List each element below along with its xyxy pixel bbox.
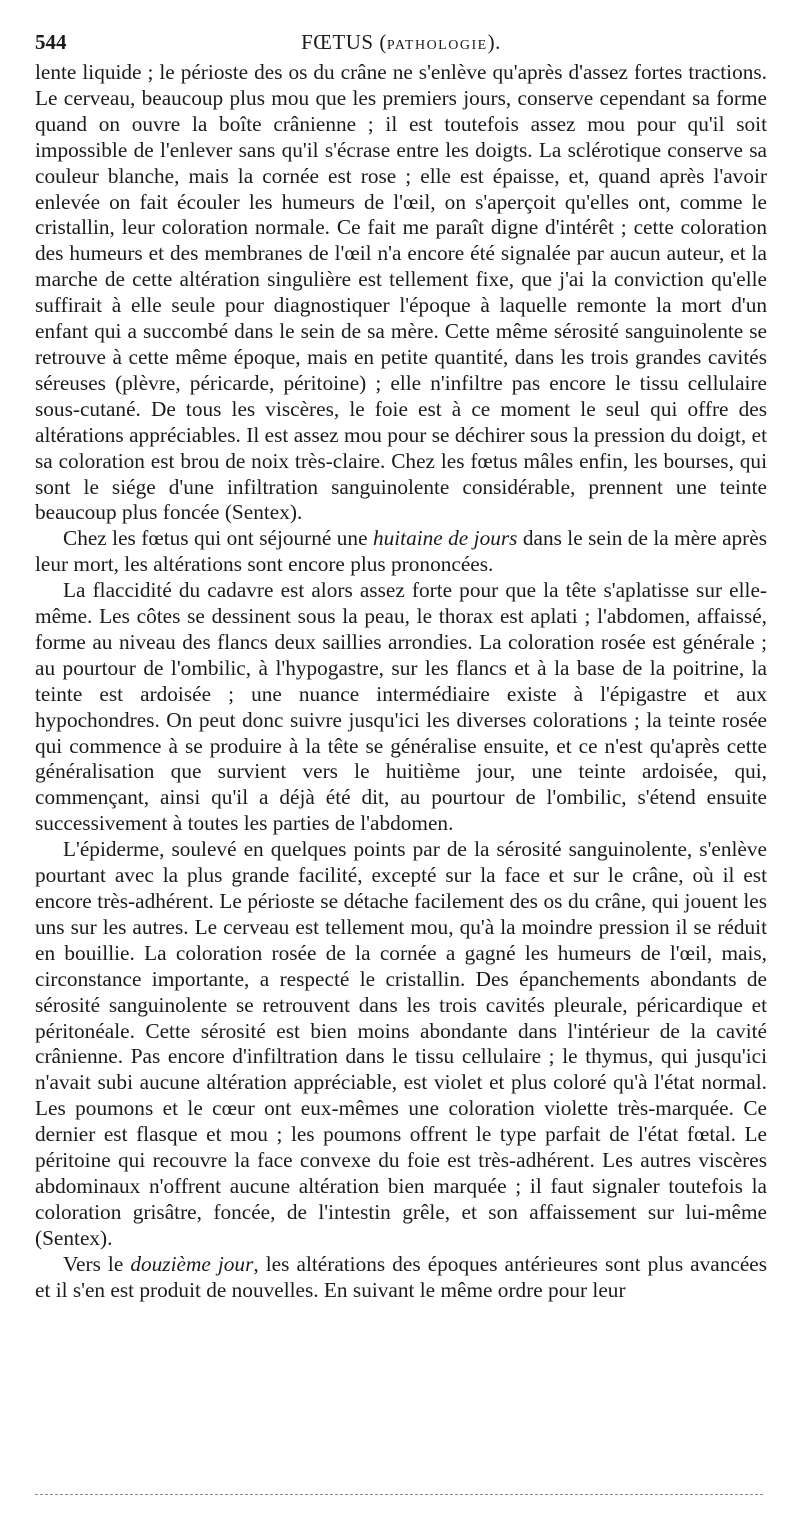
body-text <box>35 60 767 1304</box>
paragraph-flaccidite: La flaccidité du cadavre est alors assez forte pour que la tête s'aplatisse sur elle-même. Les côtes se dessinent sous la peau, le thorax est aplati ; l'abdomen, affaissé, forme au niveau des flancs deux saillies arrondies. La coloration rosée est générale ; au pourtour de l'ombilic, à l'hypogastre, sur les flancs et à la base de la poitrine, la teinte est ardoisée ; une nuance intermédiaire existe à l'épigastre et aux hypochondres. On peut donc suivre jusqu'ici les diverses colorations ; la teinte rosée qui commence à se produire à la tête se généralise ensuite, et ce n'est qu'après cette généralisation que survient vers le huitième jour, une teinte ardoisée, qui, commençant, ainsi qu'il a déjà été dit, au pourtour de l'ombilic, s'étend ensuite successivement à toutes les parties de l'abdomen. <box>35 578 767 836</box>
title-sub: PATHOLOGIE <box>386 38 488 53</box>
title-main: FŒTUS <box>301 30 374 54</box>
paragraph-epiderme: L'épiderme, soulevé en quelques points par de la sérosité sanguinolente, s'enlève pourtant avec la plus grande facilité, excepté sur la face et sur le crâne, où il est encore très-adhérent. Le périoste se détache facilement des os du crâne, qui jouent les uns sur les autres. Le cerveau est tellement mou, qu'à la moindre pression il se réduit en bouillie. La coloration rosée de la cornée a gagné les humeurs de l'œil, mais, circonstance importante, a respecté le cristallin. Des épanchements abondants de sérosité sanguinolente se retrouvent dans les trois cavités pleurale, péricardique et péritonéale. Cette sérosité est bien moins abondante dans l'intérieur de la cavité crânienne. Pas encore d'infiltration dans le tissu cellulaire ; le thymus, qui jusqu'ici n'avait subi aucune altération appréciable, est violet et plus coloré qu'à l'état normal. Les poumons et le cœur ont eux-mêmes une coloration violette très-marquée. Ce dernier est flasque et mou ; les poumons offrent le type parfait de l'état fœtal. Le péritoine qui recouvre la face convexe du foie est très-adhérent. Les autres viscères abdominaux n'offrent aucune altération bien marquée ; il faut signaler toutefois la coloration grisâtre, foncée, de l'intestin grêle, et son affaissement sur lui-même (Sentex). <box>35 837 767 1250</box>
emphasis-text: huitaine de jours <box>372 526 518 551</box>
paragraph-douzieme-jour <box>35 1252 767 1304</box>
paragraph-text: , les altérations des époques antérieures sont plus avancées et il s'en est produit de nouvelles. En suivant le même ordre pour leur <box>35 1251 768 1302</box>
paragraph-text: Vers le <box>63 1251 131 1276</box>
book-page <box>35 30 767 1304</box>
title-paren-open: ( <box>373 30 387 54</box>
footer-rule <box>35 1494 763 1495</box>
paragraph-continued: lente liquide ; le périoste des os du crâne ne s'enlève qu'après d'assez fortes tractions. Le cerveau, beaucoup plus mou que les premiers jours, conserve cependant sa forme quand on ouvre la boîte crânienne ; il est toutefois assez mou pour qu'il soit impossible de l'enlever sans qu'il s'écrase entre les doigts. La sclérotique conserve sa couleur blanche, mais la cornée est rose ; elle est épaisse, et, quand après l'avoir enlevée on fait écouler les humeurs de l'œil, on s'aperçoit qu'elles ont, comme le cristallin, leur coloration normale. Ce fait me paraît digne d'intérêt ; cette coloration des humeurs et des membranes de l'œil n'a encore été signalée par aucun auteur, et la marche de cette altération singulière est tellement fixe, que j'ai la conviction qu'elle suffirait à elle seule pour diagnostiquer l'époque à laquelle remonte la mort d'un enfant qui a succombé dans le sein de sa mère. Cette même sérosité sanguinolente se retrouve à cette même époque, mais en petite quantité, dans les trois grandes cavités séreuses (plèvre, péricarde, péritoine) ; elle n'infiltre pas encore le tissu cellulaire sous-cutané. De tous les viscères, le foie est à ce moment le seul qui offre des altérations appréciables. Il est assez mou pour se déchirer sous la pression du doigt, et sa coloration est brou de noix très-claire. Chez les fœtus mâles enfin, les bourses, qui sont le siége d'une infiltration sanguinolente considérable, prennent une teinte beaucoup plus foncée (Sentex). <box>35 60 767 525</box>
running-header <box>35 30 767 60</box>
running-title <box>35 30 767 55</box>
page-number: 544 <box>35 30 67 54</box>
paragraph-text: dans le sein de la mère après leur mort, les altérations sont encore plus prononcées. <box>35 526 767 577</box>
paragraph-text: Chez les fœtus qui ont séjourné une <box>63 526 373 551</box>
emphasis-text: douzième jour <box>130 1251 254 1276</box>
paragraph-huitaine <box>35 526 767 578</box>
title-paren-close: ). <box>487 30 501 54</box>
